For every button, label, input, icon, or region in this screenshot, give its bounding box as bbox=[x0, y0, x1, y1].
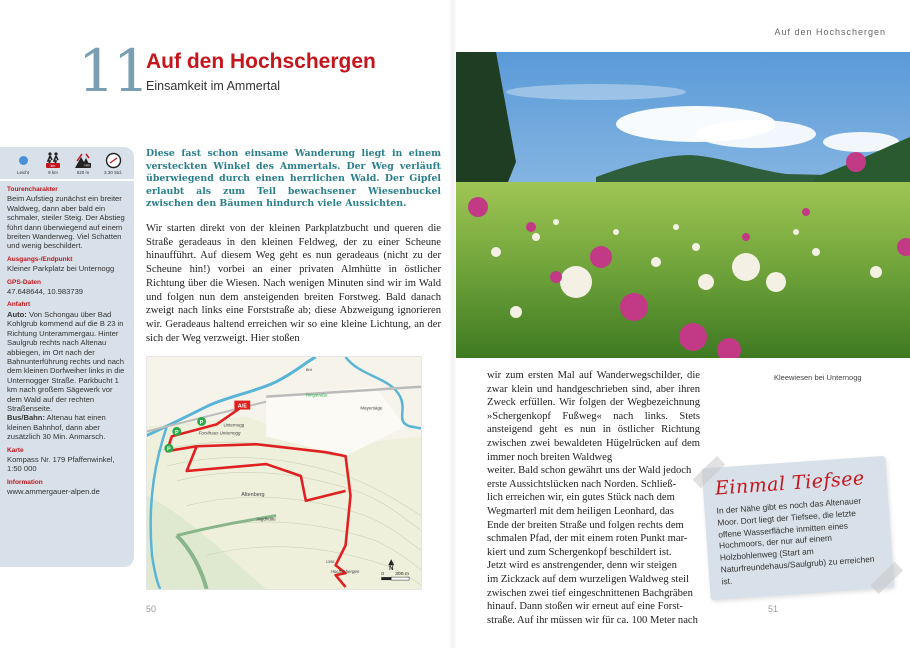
tip-box-title: Einmal Tiefsee bbox=[714, 467, 866, 500]
sidebar-details bbox=[7, 185, 129, 497]
text-ausgangspunkt: Kleiner Parkplatz bei Unternogg bbox=[7, 264, 115, 274]
heading-anfahrt: Anfahrt bbox=[7, 301, 31, 309]
tip-box bbox=[702, 456, 895, 601]
svg-text:Hochschergen: Hochschergen bbox=[330, 569, 360, 575]
route-map bbox=[146, 356, 422, 590]
svg-text:Unternogg: Unternogg bbox=[223, 422, 245, 428]
svg-text:km: km bbox=[50, 163, 56, 168]
body-text-left: Wir starten direkt von der kleinen Parkplatzbucht und queren die Straße geradeaus in den kleinen Feldweg, der zu einer Scheune hinaufführt. Auf diesem Weg geht es nun geradeaus (nicht zu der Scheune hin!) vorbei an einer privaten Almhütte in östlicher Richtung über die Wiesen. Nach wenigen Minuten sind wir im Wald und folgen nun dem ansteigenden breiten Forstweg. Bald danach zweigt nach links eine Forststraße ab; diese Abzweigung ignorieren wir. Geradeaus haltend erreichen wir so eine kleine Lichtung, an der sich der Weg verzweigt. Hier stoßen bbox=[146, 223, 441, 344]
text-karte: Kompass Nr. 179 Pfaffenwinkel, 1:50 000 bbox=[7, 454, 115, 474]
svg-text:Hm: Hm bbox=[84, 162, 90, 167]
hikers-distance-icon bbox=[40, 151, 66, 169]
svg-text:Ringstraße: Ringstraße bbox=[305, 392, 328, 398]
stat-distance: km 9 km bbox=[40, 151, 66, 179]
page-subtitle: Einsamkeit im Ammertal bbox=[146, 79, 281, 93]
text-tourencharakter: Beim Aufstieg zunächst ein breiter Waldweg, dann aber bald ein schmaler, steiler Steig. Der Abstieg führt dann überwiegend auf einem breiten Wanderweg. Viel Schatten und wenig beschildert. bbox=[7, 194, 125, 251]
photo-caption: Kleewiesen bei Unternogg bbox=[774, 373, 862, 382]
svg-text:Jagdhütte: Jagdhütte bbox=[256, 516, 276, 522]
chapter-number: 11 bbox=[78, 37, 148, 105]
clock-duration-icon bbox=[100, 151, 126, 169]
svg-text:P: P bbox=[199, 419, 204, 426]
body-right-para1: wir zum ersten Mal auf Wanderwegschilder, die zwar klein und handgeschrieben sind, aber ihren Zweck erfüllen. Wir folgen der Wegbezeichnung »Schergenkopf Fußweg« nach links. Stets ansteigend geht es nun in östlicher Richtung zwischen zwei bewaldeten Hügelrücken auf dem immer noch breiten Waldweg bbox=[487, 370, 700, 463]
text-gps: 47.648644, 10.983739 bbox=[7, 287, 84, 297]
heading-information: Information bbox=[7, 478, 43, 486]
difficulty-dot-icon bbox=[19, 156, 28, 165]
svg-text:0: 0 bbox=[381, 572, 385, 578]
stat-elevation: Hm 620 m bbox=[70, 151, 96, 179]
svg-text:Bhf: Bhf bbox=[305, 366, 312, 372]
mountain-elevation-icon bbox=[70, 151, 96, 169]
heading-ausgangspunkt: Ausgangs-/Endpunkt bbox=[7, 255, 73, 263]
svg-text:N: N bbox=[389, 566, 394, 573]
page-title: Auf den Hochschergen bbox=[146, 50, 376, 73]
meadow-photo bbox=[456, 52, 910, 358]
svg-text:Altenberg: Altenberg bbox=[241, 491, 265, 498]
svg-text:1398: 1398 bbox=[325, 559, 335, 565]
svg-text:P: P bbox=[167, 446, 171, 453]
text-anfahrt-auto: Auto: Von Schongau über Bad Kohlgrub kommend auf die B 23 in Richtung Unterammergau. Hinter Saulgrub rechts nach Altenau abbiegen, im Ort nach der Bahnunterführung rechts und nach dem kleinen Dorfweiher links in die Unternogger Straße. Parkbucht 1 km nach großem Sägewerk vor dem Wald auf der rechten Straßenseite. bbox=[7, 309, 125, 413]
svg-text:Mayersäge: Mayersäge bbox=[360, 405, 383, 411]
text-anfahrt-bus: Bus/Bahn: Altenau hat einen kleinen Bahnhof, dann aber zusätzlich 30 Min. Anmarsch. bbox=[7, 413, 106, 442]
body-text-right: wir zum ersten Mal auf Wanderwegschilder, die zwar klein und handgeschrieben sind, aber ihren Zweck erfüllen. Wir folgen der Wegbezeichnung »Schergenkopf Fußweg« nach links. Stets ansteigend geht es nun in östlicher Richtung zwischen zwei bewaldeten Hügelrücken auf dem immer noch breiten Waldweg weiter. Bald schon gewährt uns der Wald jedoch erste Aussichtslücken nach Norden. Schließ- lich erreichen wir, ein gutes Stück nach dem Wegmarterl mit dem heiligen Leonhard, das Ende der breiten Straße und folgen rechts dem schmalen Pfad, der mit einem roten Punkt mar- kiert und zum Schergenkopf beschildert ist. Jetzt wird es anstrengender, denn wir steigen im Zickzack auf dem wurzeligen Waldweg steil zwischen zwei tief eingeschnittenen Bachgräben hinauf. Dann stoßen wir erneut auf eine Forst- straße. Auf ihr müssen wir für ca. 100 Meter nach bbox=[487, 370, 700, 626]
svg-text:A/E: A/E bbox=[237, 403, 247, 410]
lead-paragraph: Diese fast schon einsame Wanderung liegt in einem versteckten Winkel des Ammertals. Der Weg verläuft überwiegend durch einen herrlichen Wald. Der Gipfel erlaubt als zum Teil bewachsener Wiesenbuckel zwischen den Bäumen hindurch viele Aussichten. bbox=[146, 148, 441, 210]
heading-tourencharakter: Tourencharakter bbox=[7, 186, 58, 193]
text-information-url[interactable]: www.ammergauer-alpen.de bbox=[7, 487, 100, 497]
svg-text:P: P bbox=[174, 429, 179, 436]
svg-text:300 m: 300 m bbox=[395, 572, 409, 578]
tour-info-sidebar bbox=[0, 147, 134, 567]
svg-text:Forsthaus Unternogg: Forsthaus Unternogg bbox=[198, 430, 241, 436]
page-number-left: 50 bbox=[146, 604, 157, 614]
page-number-right: 51 bbox=[768, 604, 779, 614]
stat-difficulty: Leicht bbox=[10, 151, 36, 179]
heading-karte: Karte bbox=[7, 446, 24, 454]
tour-stats bbox=[0, 147, 134, 181]
tip-box-text: In der Nähe gibt es noch das Altenauer Moor. Dort liegt der Tiefsee, die letzte offene Wasserfläche inmitten eines Hochmoors, der nur auf einem Holzbohlenweg (Start am Naturfreundehaus/Saulgrub) zu erreichen ist. bbox=[716, 495, 875, 587]
stat-duration: 3.30 Std. bbox=[100, 151, 126, 179]
heading-gps: GPS-Daten bbox=[7, 278, 41, 286]
running-header: Auf den Hochschergen bbox=[774, 27, 886, 37]
